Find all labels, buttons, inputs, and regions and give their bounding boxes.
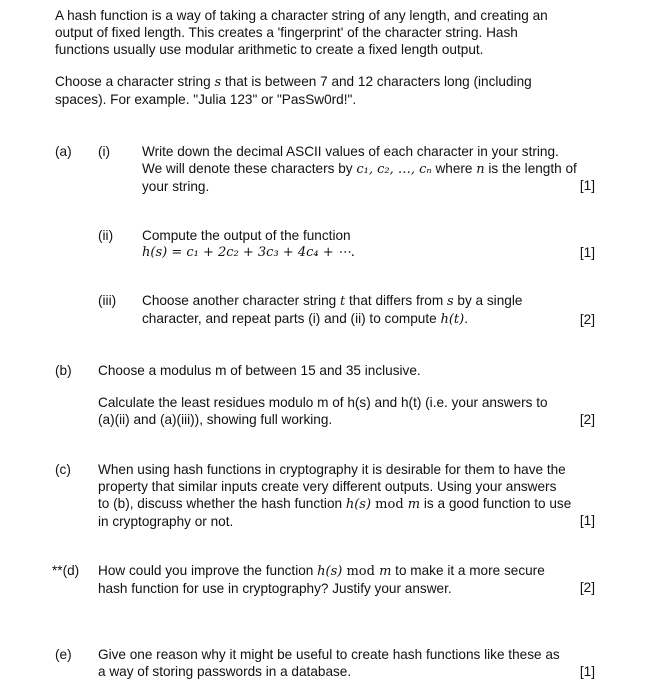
question-a-iii-line-1: Choose another character string t that differs from s by a single (142, 293, 523, 309)
question-e-mark: [1] (579, 664, 595, 679)
question-a-iii-mark: [2] (579, 312, 595, 327)
question-a-ii-label: (ii) (98, 228, 114, 243)
choose-paragraph (55, 73, 600, 108)
question-d-label: **(d) (52, 563, 80, 578)
question-a-ii-mark: [1] (579, 245, 595, 260)
choose-line-2: spaces). For example. "Julia 123" or "PasSw0rd!". (55, 92, 357, 107)
question-a-ii-formula: h(s) = c₁ + 2c₂ + 3c₃ + 4c₄ + ⋯. (142, 245, 355, 260)
question-a-iii-text (142, 292, 582, 328)
question-c-line-4: in cryptography or not. (98, 514, 234, 529)
question-d-mark: [2] (579, 580, 595, 595)
question-b-line-3: (a)(ii) and (a)(iii)), showing full working. (98, 412, 333, 427)
question-e-text (98, 646, 598, 680)
question-a-iii-label: (iii) (98, 293, 117, 308)
question-d-line-1: How could you improve the function h(s) mod m to make it a more secure (98, 563, 545, 579)
question-c-line-1: When using hash functions in cryptography it is desirable for them to have the (98, 462, 566, 477)
question-e-line-1: Give one reason why it might be useful to create hash functions like these as (98, 647, 560, 662)
question-c-line-3: to (b), discuss whether the hash function h(s) mod m is a good function to use (98, 496, 572, 512)
question-a-label: (a) (55, 144, 72, 159)
question-b-line-2: Calculate the least residues modulo m of h(s) and h(t) (i.e. your answers to (98, 395, 548, 410)
question-c-mark: [1] (579, 513, 595, 528)
question-a-i-label: (i) (98, 144, 111, 159)
choose-line-1: Choose a character string s that is between 7 and 12 characters long (including (55, 74, 532, 90)
question-a-i-line-2: We will denote these characters by c₁, c₂, …, cₙ where n is the length of (142, 161, 577, 177)
question-c-text (98, 461, 603, 530)
question-a-i-line-3: your string. (142, 179, 210, 194)
question-e-label: (e) (55, 647, 72, 662)
question-a-i-mark: [1] (579, 178, 595, 193)
question-a-i-text (142, 143, 612, 195)
intro-paragraph (55, 7, 600, 58)
intro-line-1: A hash function is a way of taking a character string of any length, and creating an (55, 8, 548, 23)
question-b-label-text: (b) (55, 363, 72, 378)
question-e-line-2: a way of storing passwords in a database. (98, 664, 352, 679)
question-b-mark: [2] (579, 412, 595, 427)
question-a-ii-line-1: Compute the output of the function (142, 228, 351, 243)
question-d-line-2: hash function for use in cryptography? Justify your answer. (98, 581, 452, 596)
intro-line-2: output of fixed length. This creates a 'fingerprint' of the character string. Hash (55, 25, 518, 40)
question-b-line-1: Choose a modulus m of between 15 and 35 inclusive. (98, 363, 421, 378)
question-a-iii-line-2: character, and repeat parts (i) and (ii) to compute h(t). (142, 311, 468, 327)
intro-line-3: functions usually use modular arithmetic to create a fixed length output. (55, 42, 484, 57)
question-a-i-line-1: Write down the decimal ASCII values of each character in your string. (142, 144, 559, 159)
question-c-label: (c) (55, 462, 71, 477)
question-c-line-2: property that similar inputs create very different outputs. Using your answers (98, 479, 557, 494)
question-d-text (98, 562, 578, 597)
question-b-text (98, 362, 598, 428)
question-a-ii-text (142, 227, 582, 261)
